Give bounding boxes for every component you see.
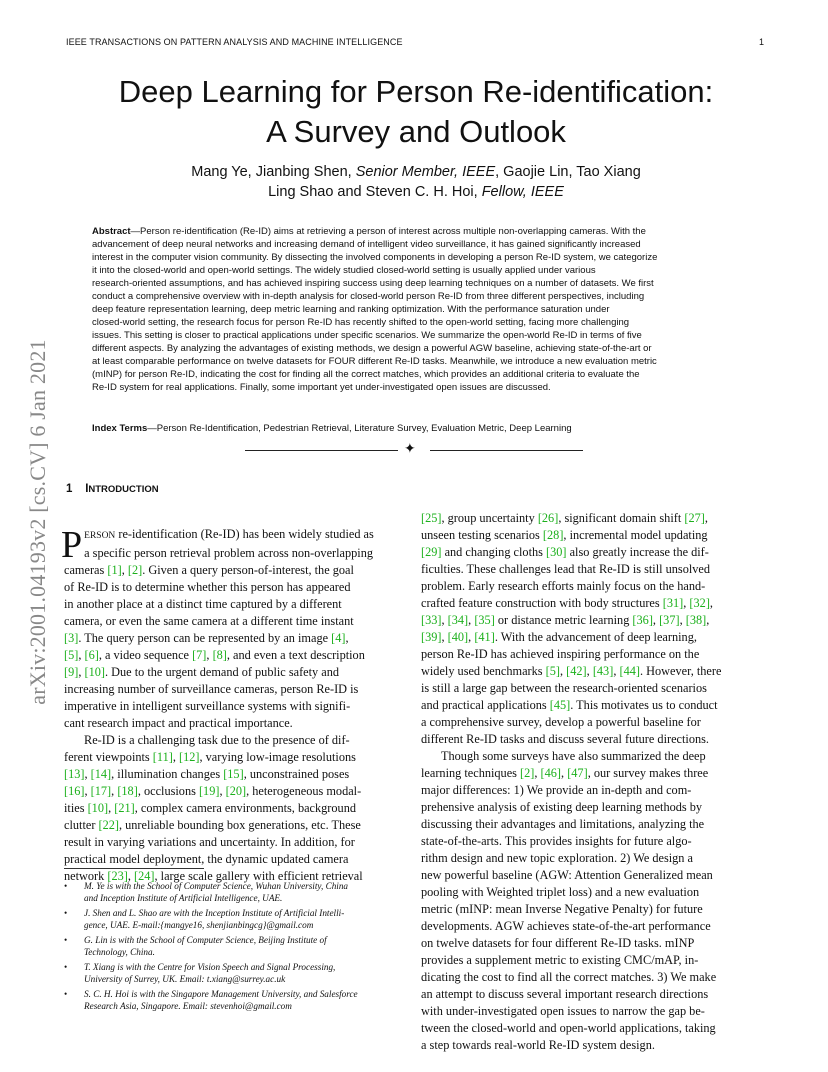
citation-link[interactable]: [18] bbox=[117, 784, 138, 798]
abstract-line: deep feature representation learning, deep metric learning and ranking optimization. With the performance saturation under bbox=[92, 304, 610, 315]
body-text: , unreliable bounding box generations, etc. These bbox=[118, 818, 361, 832]
divider-diamond-icon: ✦ bbox=[404, 441, 416, 457]
citation-link[interactable]: [15] bbox=[223, 767, 244, 781]
body-line bbox=[421, 748, 763, 765]
body-line bbox=[64, 664, 406, 681]
author-line-2 bbox=[60, 182, 772, 202]
citation-link[interactable]: [1] bbox=[107, 563, 122, 577]
citation-link[interactable]: [6] bbox=[84, 648, 99, 662]
index-terms-text: —Person Re-Identification, Pedestrian Retrieval, Literature Survey, Evaluation Metric, Deep Learning bbox=[147, 423, 572, 434]
author-names: Ling Shao and Steven C. H. Hoi, bbox=[268, 184, 482, 200]
body-line bbox=[421, 816, 763, 833]
footnote-line: Research Asia, Singapore. Email: stevenhoi@gmail.com bbox=[84, 1001, 292, 1011]
body-text: , unconstrained poses bbox=[243, 767, 350, 781]
citation-link[interactable]: [32] bbox=[689, 596, 710, 610]
body-text: , bbox=[127, 869, 135, 883]
body-text: , heterogeneous modal- bbox=[246, 784, 362, 798]
citation-link[interactable]: [35] bbox=[474, 613, 495, 627]
body-text: Re-ID is a challenging task due to the presence of dif- bbox=[84, 733, 350, 747]
body-text: cant research impact and practical importance. bbox=[64, 716, 293, 730]
body-text: problem. Early research efforts mainly focus on the hand- bbox=[421, 579, 706, 593]
body-text: . This motivates us to conduct bbox=[570, 698, 718, 712]
abstract-line: at least comparable performance on twelve datasets for FOUR different Re-ID tasks. Meanwhile, we introduce a new evaluation metric bbox=[92, 356, 657, 367]
title-line-2: A Survey and Outlook bbox=[266, 114, 566, 149]
body-text: practical model deployment, the dynamic updated camera bbox=[64, 852, 349, 866]
body-column-right bbox=[421, 510, 763, 1054]
first-word-small-caps: ERSON bbox=[84, 531, 116, 541]
title-line-1: Deep Learning for Person Re-identification: bbox=[118, 74, 714, 109]
body-text: , a video sequence bbox=[98, 648, 193, 662]
bullet-icon: • bbox=[64, 935, 68, 945]
citation-link[interactable]: [10] bbox=[84, 665, 105, 679]
body-line bbox=[64, 613, 406, 630]
body-line bbox=[421, 1037, 763, 1054]
citation-link[interactable]: [16] bbox=[64, 784, 85, 798]
body-text: major differences: 1) We provide an in-depth and com- bbox=[421, 783, 692, 797]
affiliation-footnote bbox=[64, 880, 409, 904]
body-text: on twelve datasets for four different Re-ID tasks. mINP bbox=[421, 936, 695, 950]
body-text: network bbox=[64, 869, 108, 883]
body-line bbox=[64, 630, 406, 647]
running-head: IEEE TRANSACTIONS ON PATTERN ANALYSIS AND MACHINE INTELLIGENCE bbox=[66, 37, 403, 47]
body-text: also greatly increase the dif- bbox=[566, 545, 709, 559]
citation-link[interactable]: [21] bbox=[114, 801, 135, 815]
body-line bbox=[421, 714, 763, 731]
body-text: developments. AGW achieves state-of-the-art performance bbox=[421, 919, 711, 933]
body-text: , large scale gallery with efficient retrieval bbox=[154, 869, 363, 883]
footnote-line: G. Lin is with the School of Computer Science, Beijing Institute of bbox=[84, 935, 327, 945]
index-terms-label: Index Terms bbox=[92, 423, 148, 434]
abstract-line: Re-ID system for real applications. Finally, some important yet under-investigated open issues are discussed. bbox=[92, 382, 551, 393]
body-line bbox=[421, 510, 763, 527]
body-line bbox=[421, 680, 763, 697]
citation-link[interactable]: [17] bbox=[90, 784, 112, 798]
body-line bbox=[64, 817, 406, 834]
author-line-1 bbox=[60, 162, 772, 182]
body-text: prehensive analysis of existing deep learning methods by bbox=[421, 800, 703, 814]
footnote-line: Technology, China. bbox=[84, 947, 155, 957]
body-text: a step towards real-world Re-ID system design. bbox=[421, 1038, 655, 1052]
body-text: ficulties. These challenges lead that Re-ID is still unsolved bbox=[421, 562, 711, 576]
section-heading-introduction bbox=[66, 483, 159, 495]
citation-link[interactable]: [11] bbox=[152, 750, 173, 764]
body-text: , group uncertainty bbox=[441, 511, 538, 525]
abstract-line: conduct a comprehensive overview with in-depth analysis for closed-world person Re-ID from three different perspectives, including bbox=[92, 291, 645, 302]
body-line bbox=[64, 562, 406, 579]
body-text: , bbox=[441, 630, 448, 644]
body-text: , our survey makes three bbox=[587, 766, 709, 780]
body-line bbox=[64, 732, 406, 749]
citation-link[interactable]: [14] bbox=[90, 767, 112, 781]
body-text: , bbox=[468, 630, 475, 644]
arxiv-identifier-stamp: arXiv:2001.04193v2 [cs.CV] 6 Jan 2021 bbox=[25, 339, 50, 705]
citation-link[interactable]: [13] bbox=[64, 767, 85, 781]
divider-rule-left bbox=[245, 450, 398, 451]
body-text: dicating the cost to find all the correct matches. 3) We make bbox=[421, 970, 717, 984]
body-line bbox=[421, 969, 763, 986]
body-text: increasing number of surveillance cameras, person Re-ID is bbox=[64, 682, 359, 696]
body-text: person Re-ID has achieved inspiring performance on the bbox=[421, 647, 700, 661]
body-text: unseen testing scenarios bbox=[421, 528, 543, 542]
divider-rule-right bbox=[430, 450, 583, 451]
body-text: , bbox=[345, 631, 349, 645]
body-line bbox=[64, 800, 406, 817]
body-text: . Due to the urgent demand of public safety and bbox=[105, 665, 340, 679]
body-text: , varying low-image resolutions bbox=[199, 750, 356, 764]
body-text: imperative in intelligent surveillance systems with signifi- bbox=[64, 699, 351, 713]
body-text: widely used benchmarks bbox=[421, 664, 546, 678]
body-line bbox=[421, 527, 763, 544]
footnote-line: and Inception Institute of Artificial Intelligence, UAE. bbox=[84, 893, 283, 903]
body-text: , bbox=[468, 613, 475, 627]
body-column-left bbox=[61, 524, 406, 885]
citation-link[interactable]: [36] bbox=[632, 613, 653, 627]
body-text: , bbox=[679, 613, 686, 627]
citation-link[interactable]: [40] bbox=[447, 630, 469, 644]
abstract-line: research-oriented assumptions, and has achieved inspiring success using deep learning techniques on a number of datasets. We first bbox=[92, 278, 654, 289]
page-number: 1 bbox=[758, 37, 764, 47]
body-line bbox=[421, 986, 763, 1003]
bullet-icon: • bbox=[64, 881, 68, 891]
footnote-line: M. Ye is with the School of Computer Science, Wuhan University, China bbox=[84, 881, 349, 891]
body-line bbox=[421, 731, 763, 748]
body-text: in another place at a distinct time captured by a different bbox=[64, 597, 342, 611]
body-line bbox=[421, 867, 763, 884]
body-line bbox=[421, 561, 763, 578]
body-line bbox=[421, 1003, 763, 1020]
citation-link[interactable]: [31] bbox=[662, 596, 684, 610]
abstract-line: (mINP) for person Re-ID, indicating the cost for finding all the correct matches, which provides an additional criteria to evaluate the bbox=[92, 369, 640, 380]
affiliation-footnote bbox=[64, 988, 409, 1012]
body-text: , significant domain shift bbox=[558, 511, 685, 525]
body-line bbox=[421, 1020, 763, 1037]
citation-link[interactable]: [25] bbox=[421, 511, 442, 525]
citation-link[interactable]: [5] bbox=[545, 664, 560, 678]
citation-link[interactable]: [28] bbox=[542, 528, 564, 542]
index-terms bbox=[92, 422, 572, 435]
citation-link[interactable]: [12] bbox=[178, 750, 200, 764]
body-text: of Re-ID is to determine whether this person has appeared bbox=[64, 580, 351, 594]
body-text: , incremental model updating bbox=[563, 528, 708, 542]
citation-link[interactable]: [19] bbox=[198, 784, 220, 798]
citation-link[interactable]: [44] bbox=[619, 664, 640, 678]
body-text: , bbox=[683, 596, 690, 610]
footnote-line: J. Shen and L. Shao are with the Inception Institute of Artificial Intelli- bbox=[84, 908, 345, 918]
body-text: , bbox=[561, 766, 568, 780]
body-line bbox=[421, 833, 763, 850]
body-line bbox=[64, 834, 406, 851]
body-line bbox=[421, 595, 763, 612]
abstract-line bbox=[92, 225, 740, 238]
body-line bbox=[421, 799, 763, 816]
bullet-icon: • bbox=[64, 962, 68, 972]
citation-link[interactable]: [29] bbox=[421, 545, 442, 559]
citation-link[interactable]: [8] bbox=[212, 648, 227, 662]
body-text: or distance metric learning bbox=[494, 613, 633, 627]
body-text: different Re-ID tasks and discuss several future directions. bbox=[421, 732, 709, 746]
body-text: re-identification (Re-ID) has been widely studied as bbox=[115, 527, 374, 541]
body-text: , and even a text description bbox=[226, 648, 365, 662]
body-text: ferent viewpoints bbox=[64, 750, 153, 764]
body-text: learning techniques bbox=[421, 766, 521, 780]
footnote-line: University of Surrey, UK. Email: t.xiang@surrey.ac.uk bbox=[84, 974, 286, 984]
author-membership: Fellow, IEEE bbox=[481, 184, 564, 200]
body-line bbox=[64, 596, 406, 613]
affiliation-footnotes bbox=[64, 880, 409, 1015]
citation-link[interactable]: [26] bbox=[537, 511, 559, 525]
body-line bbox=[421, 663, 763, 680]
abstract-line: closed-world setting, the research focus for person Re-ID has recently shifted to the open-world setting, facing more challenging bbox=[92, 317, 630, 328]
body-text: a comprehensive survey, develop a powerful baseline for bbox=[421, 715, 701, 729]
body-line bbox=[421, 782, 763, 799]
citation-link[interactable]: [3] bbox=[64, 631, 79, 645]
citation-link[interactable]: [33] bbox=[421, 613, 442, 627]
author-names: Mang Ye, Jianbing Shen, bbox=[191, 164, 356, 180]
body-text: , illumination changes bbox=[111, 767, 224, 781]
citation-link[interactable]: [5] bbox=[64, 648, 79, 662]
abstract bbox=[92, 225, 740, 394]
body-line bbox=[421, 578, 763, 595]
abstract-line: it into the closed-world and open-world settings. The widely studied closed-world setting is usually applied under various bbox=[92, 265, 596, 276]
body-line bbox=[421, 935, 763, 952]
citation-link[interactable]: [34] bbox=[447, 613, 469, 627]
affiliation-footnote bbox=[64, 907, 409, 931]
abstract-label: Abstract bbox=[92, 226, 131, 237]
body-text: , bbox=[613, 664, 620, 678]
body-text: provides a supplement metric to existing CMC/mAP, in- bbox=[421, 953, 699, 967]
citation-link[interactable]: [22] bbox=[98, 818, 119, 832]
body-text: . The query person can be represented by an image bbox=[78, 631, 332, 645]
body-line bbox=[64, 766, 406, 783]
body-text: , bbox=[652, 613, 660, 627]
body-text: , occlusions bbox=[137, 784, 199, 798]
body-text: Though some surveys have also summarized the deep bbox=[441, 749, 706, 763]
body-line bbox=[421, 765, 763, 782]
citation-link[interactable]: [42] bbox=[566, 664, 587, 678]
abstract-line: advancement of deep neural networks and increasing demand of intelligent video surveillance, it has gained significantly increased bbox=[92, 239, 641, 250]
body-text: , bbox=[586, 664, 593, 678]
abstract-line: interest in the computer vision community. By dissecting the involved components in developing a person Re-ID system, we categorize bbox=[92, 252, 658, 263]
citation-link[interactable]: [39] bbox=[421, 630, 442, 644]
body-line bbox=[421, 850, 763, 867]
body-text: ities bbox=[64, 801, 88, 815]
body-text: and practical applications bbox=[421, 698, 550, 712]
citation-link[interactable]: [24] bbox=[134, 869, 155, 883]
body-line bbox=[421, 629, 763, 646]
body-line bbox=[421, 544, 763, 561]
body-text: an attempt to discuss several important research directions bbox=[421, 987, 709, 1001]
citation-link[interactable]: [45] bbox=[549, 698, 571, 712]
body-line bbox=[64, 698, 406, 715]
body-text: , bbox=[172, 750, 179, 764]
citation-link[interactable]: [20] bbox=[225, 784, 247, 798]
footnote-line: gence, UAE. E-mail:{mangye16, shenjianbingcg}@gmail.com bbox=[84, 920, 314, 930]
footnote-line: T. Xiang is with the Centre for Vision Speech and Signal Processing, bbox=[84, 962, 336, 972]
paper-title bbox=[60, 72, 772, 152]
body-text: , bbox=[84, 767, 91, 781]
body-text: crafted feature construction with body structures bbox=[421, 596, 663, 610]
body-text: and changing cloths bbox=[441, 545, 546, 559]
author-membership: Senior Member, IEEE bbox=[355, 164, 496, 180]
bullet-icon: • bbox=[64, 908, 68, 918]
citation-link[interactable]: [27] bbox=[684, 511, 705, 525]
body-line bbox=[64, 715, 406, 732]
citation-link[interactable]: [2] bbox=[520, 766, 535, 780]
body-text: discussing their advantages and limitations, analyzing the bbox=[421, 817, 705, 831]
body-line bbox=[64, 783, 406, 800]
body-text: result in varying variations and uncertainty. In addition, for bbox=[64, 835, 355, 849]
abstract-text: —Person re-identification (Re-ID) aims at retrieving a person of interest across multiple non-overlapping cameras. With the bbox=[130, 226, 646, 237]
footnote-line: S. C. H. Hoi is with the Singapore Management University, and Salesforce bbox=[84, 989, 358, 999]
citation-link[interactable]: [47] bbox=[567, 766, 588, 780]
author-list bbox=[60, 162, 772, 202]
body-text: . However, there bbox=[639, 664, 722, 678]
body-text: rithm design and new topic exploration. 2) We design a bbox=[421, 851, 693, 865]
body-text: , bbox=[706, 613, 710, 627]
citation-link[interactable]: [9] bbox=[64, 665, 79, 679]
body-line bbox=[64, 545, 406, 562]
body-line bbox=[421, 918, 763, 935]
citation-link[interactable]: [23] bbox=[107, 869, 128, 883]
body-text: , bbox=[441, 613, 448, 627]
citation-link[interactable]: [38] bbox=[685, 613, 707, 627]
body-line bbox=[421, 952, 763, 969]
abstract-line: issues. This setting is closer to practical applications under specific scenarios. We summarize the open-world Re-ID in terms of five bbox=[92, 330, 642, 341]
body-text: , bbox=[560, 664, 567, 678]
body-text: , bbox=[709, 596, 713, 610]
drop-cap: P bbox=[61, 524, 83, 566]
body-text: , complex camera environments, background bbox=[134, 801, 357, 815]
body-text: , bbox=[111, 784, 118, 798]
body-text: pooling with Weighted triplet loss) and a new evaluation bbox=[421, 885, 700, 899]
affiliation-footnote bbox=[64, 961, 409, 985]
author-names: , Gaojie Lin, Tao Xiang bbox=[495, 164, 641, 180]
body-line bbox=[64, 681, 406, 698]
bullet-icon: • bbox=[64, 989, 68, 999]
citation-link[interactable]: [10] bbox=[87, 801, 109, 815]
body-line bbox=[64, 647, 406, 664]
abstract-line: different aspects. By analyzing the advantages of existing methods, we design a powerful AGW baseline, achieving state-of-the-art or bbox=[92, 343, 652, 354]
section-title-initial: I bbox=[85, 483, 89, 495]
body-text: . Given a query person-of-interest, the goal bbox=[142, 563, 354, 577]
body-text: metric (mINP: mean Inverse Negative Penalty) for future bbox=[421, 902, 703, 916]
citation-link[interactable]: [2] bbox=[127, 563, 143, 577]
body-text: , bbox=[121, 563, 128, 577]
body-text: a specific person retrieval problem across non-overlapping bbox=[84, 546, 374, 560]
body-line bbox=[64, 851, 406, 868]
body-text: is still a large gap between the research-oriented scenarios bbox=[421, 681, 707, 695]
body-text: , bbox=[78, 648, 85, 662]
body-text: , bbox=[108, 801, 115, 815]
section-number: 1 bbox=[66, 483, 73, 495]
citation-link[interactable]: [46] bbox=[540, 766, 562, 780]
body-text: , bbox=[704, 511, 708, 525]
citation-link[interactable]: [37] bbox=[659, 613, 680, 627]
body-text: , bbox=[206, 648, 213, 662]
body-line bbox=[64, 749, 406, 766]
citation-link[interactable]: [43] bbox=[592, 664, 614, 678]
body-text: state-of-the-arts. This provides insights for future algo- bbox=[421, 834, 692, 848]
body-text: tween the closed-world and open-world applications, taking bbox=[421, 1021, 716, 1035]
citation-link[interactable]: [41] bbox=[474, 630, 495, 644]
citation-link[interactable]: [7] bbox=[192, 648, 207, 662]
citation-link[interactable]: [30] bbox=[546, 545, 567, 559]
body-text: cameras bbox=[64, 563, 108, 577]
citation-link[interactable]: [4] bbox=[331, 631, 346, 645]
body-text: clutter bbox=[64, 818, 99, 832]
body-text: camera, or even the same camera at a different time instant bbox=[64, 614, 354, 628]
section-title-rest: NTRODUCTION bbox=[88, 484, 159, 495]
body-text: . With the advancement of deep learning, bbox=[494, 630, 697, 644]
body-line bbox=[421, 884, 763, 901]
body-line bbox=[421, 612, 763, 629]
body-text: , bbox=[534, 766, 541, 780]
body-text: with under-investigated open issues to narrow the gap be- bbox=[421, 1004, 705, 1018]
body-line bbox=[421, 697, 763, 714]
affiliation-footnote bbox=[64, 934, 409, 958]
body-text: , bbox=[219, 784, 226, 798]
body-text: , bbox=[78, 665, 85, 679]
body-line bbox=[64, 579, 406, 596]
body-text: , bbox=[84, 784, 91, 798]
body-line bbox=[421, 646, 763, 663]
body-text: new powerful baseline (AGW: Attention Generalized mean bbox=[421, 868, 713, 882]
footnote-rule bbox=[64, 868, 204, 869]
body-line bbox=[421, 901, 763, 918]
